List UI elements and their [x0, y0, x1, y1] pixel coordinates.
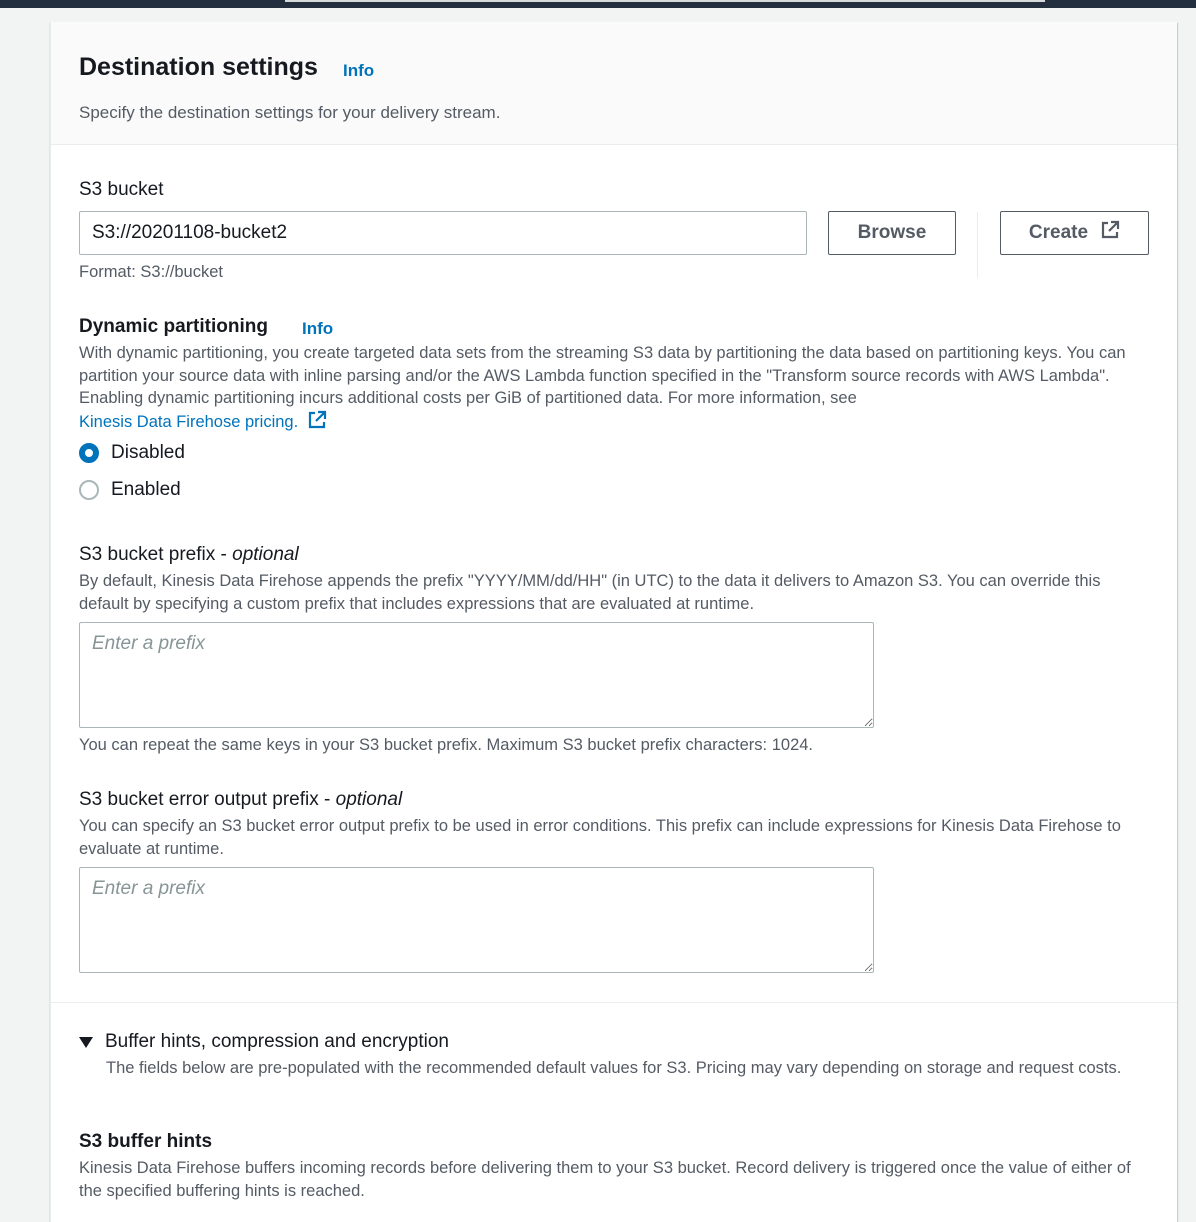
error-prefix-description: You can specify an S3 bucket error output prefix to be used in error conditions. This prefix can include expressions for Kinesis Data Firehose to evaluate at runtime. [79, 817, 1121, 858]
top-navigation-bar [0, 0, 1196, 8]
bucket-prefix-input[interactable] [79, 622, 874, 728]
radio-disabled[interactable] [79, 442, 185, 464]
create-button-label: Create [1028, 222, 1089, 243]
dynamic-partitioning-label: Dynamic partitioning [79, 316, 268, 337]
button-divider [977, 212, 978, 278]
radio-disabled-button[interactable] [79, 443, 99, 463]
radio-disabled-label: Disabled [111, 442, 185, 463]
s3-bucket-format-hint: Format: S3://bucket [79, 263, 223, 281]
header-info-link[interactable]: Info [343, 61, 375, 80]
radio-enabled-button[interactable] [79, 480, 99, 500]
panel-header [51, 22, 1177, 145]
bucket-prefix-label: S3 bucket prefix - optional [79, 544, 299, 565]
dynamic-partitioning-info-link[interactable]: Info [302, 319, 334, 338]
firehose-pricing-link[interactable]: Kinesis Data Firehose pricing. [79, 413, 327, 431]
buffer-section-description: The fields below are pre-populated with the recommended default values for S3. Pricing may vary depending on storage and request costs. [106, 1059, 1122, 1077]
radio-enabled[interactable] [79, 479, 181, 501]
destination-settings-panel [50, 22, 1177, 1222]
section-divider [51, 1002, 1177, 1003]
s3-bucket-label: S3 bucket [79, 179, 164, 200]
dynamic-partitioning-description-text: With dynamic partitioning, you create targeted data sets from the streaming S3 data by partitioning the data based on partitioning keys. You can partition your source data with inline parsing and/or the AWS Lambda function specified in the "Transform source records with AWS Lambda". Enabling dynamic partitioning incurs additional costs per GiB of partitioned data. For more information, see [79, 344, 1126, 407]
dynamic-partitioning-description [79, 342, 1154, 436]
radio-enabled-label: Enabled [111, 479, 181, 500]
header-description: Specify the destination settings for your delivery stream. [79, 103, 501, 122]
external-link-icon [307, 410, 327, 437]
bucket-prefix-hint: You can repeat the same keys in your S3 bucket prefix. Maximum S3 bucket prefix characters: 1024. [79, 736, 814, 754]
page-title: Destination settings [79, 53, 318, 81]
buffer-section-toggle[interactable] [79, 1031, 449, 1053]
s3-bucket-input[interactable] [79, 211, 807, 255]
buffer-hints-label: S3 buffer hints [79, 1131, 213, 1152]
external-link-icon [1100, 220, 1120, 246]
create-bucket-button[interactable] [1000, 211, 1149, 255]
browse-button[interactable] [828, 211, 956, 255]
caret-down-icon [79, 1037, 93, 1048]
buffer-hints-description: Kinesis Data Firehose buffers incoming records before delivering them to your S3 bucket. Record delivery is triggered once the value of either of the specified buffering hints is reached. [79, 1159, 1131, 1200]
error-prefix-input[interactable] [79, 867, 874, 973]
error-prefix-label: S3 bucket error output prefix - optional [79, 789, 403, 810]
bucket-prefix-description: By default, Kinesis Data Firehose appends the prefix "YYYY/MM/dd/HH" (in UTC) to the data it delivers to Amazon S3. You can override this default by specifying a custom prefix that includes expressions that are evaluated at runtime. [79, 572, 1101, 613]
buffer-section-title: Buffer hints, compression and encryption [105, 1031, 449, 1052]
browse-button-label: Browse [857, 222, 927, 243]
